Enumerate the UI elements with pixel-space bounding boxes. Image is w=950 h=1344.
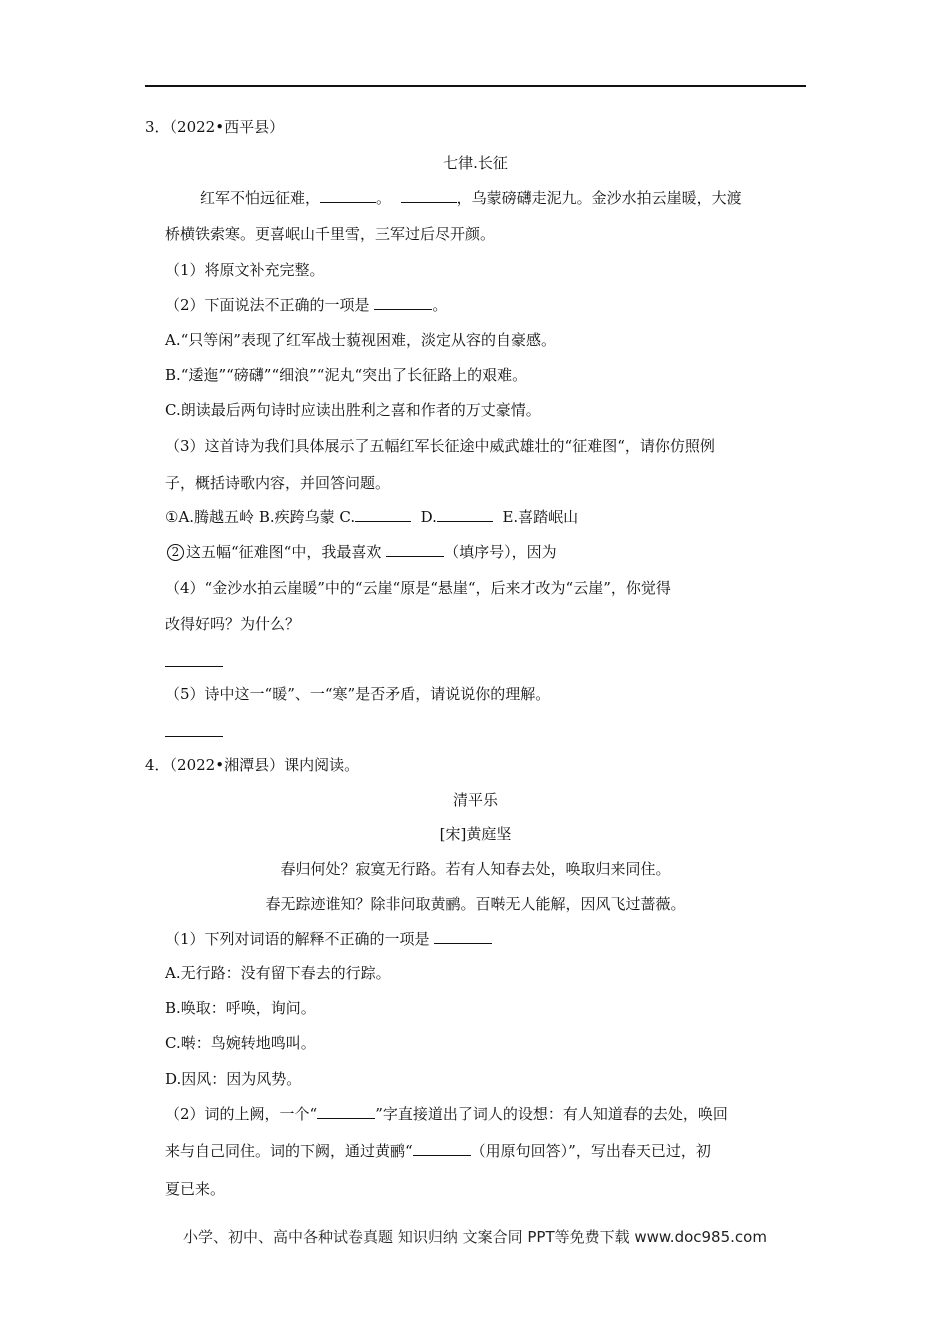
circled-number: 2 xyxy=(167,544,184,561)
poem-text: 红军不怕远征难， xyxy=(200,189,321,207)
question-text: （用原句回答）”，写出春天已过，初 xyxy=(470,1142,711,1160)
q3-options-line xyxy=(165,507,578,527)
answer-blank[interactable] xyxy=(317,1104,375,1119)
q3-sub3-line2: 子，概括诗歌内容，并回答问题。 xyxy=(165,474,391,492)
answer-blank[interactable] xyxy=(355,507,411,522)
q3-poem-line2: 桥横铁索寒。更喜岷山千里雪，三军过后尽开颜。 xyxy=(165,225,496,243)
q3-sub4-answer xyxy=(165,652,223,672)
answer-blank[interactable] xyxy=(320,188,376,203)
q4-sub2-line1 xyxy=(165,1104,728,1124)
q4-poem-line1: 春归何处？寂寞无行路。若有人知春去处，唤取归来同住。 xyxy=(280,860,671,878)
q3-poem-title: 七律.长征 xyxy=(443,154,508,172)
page-footer: 小学、初中、高中各种试卷真题 知识归纳 文案合同 PPT等免费下载 www.doc985.com xyxy=(183,1228,767,1246)
answer-blank[interactable] xyxy=(413,1141,471,1156)
q3-sub1: （1）将原文补充完整。 xyxy=(165,261,325,279)
q3-option-a: A.“只等闲”表现了红军战士藐视困难，淡定从容的自豪感。 xyxy=(165,331,556,349)
q3-sub3-line1: （3）这首诗为我们具体展示了五幅红军长征途中威武雄壮的“征难图“，请你仿照例 xyxy=(165,437,715,455)
answer-blank[interactable] xyxy=(437,507,493,522)
question-text: （2）下面说法不正确的一项是 xyxy=(165,296,370,314)
q3-sub4-line2: 改得好吗？为什么？ xyxy=(165,615,301,633)
answer-blank[interactable] xyxy=(401,188,457,203)
q4-poem-line2: 春无踪迹谁知？除非问取黄鹂。百啭无人能解，因风飞过蔷薇。 xyxy=(265,895,686,913)
q3-option-c: C.朗读最后两句诗时应读出胜利之喜和作者的万丈豪情。 xyxy=(165,401,541,419)
question-text: 来与自己同住。词的下阙，通过黄鹂“ xyxy=(165,1142,413,1160)
question-text: （填序号），因为 xyxy=(444,543,557,561)
q4-sub2-line2 xyxy=(165,1141,711,1161)
answer-blank[interactable] xyxy=(386,542,444,557)
q3-option-b: B.“逶迤”“磅礴”“细浪”“泥丸“突出了长征路上的艰难。 xyxy=(165,366,528,384)
q3-poem-line1 xyxy=(200,188,742,208)
q3-sub5: （5）诗中这一“暖”、一“寒”是否矛盾，请说说你的理解。 xyxy=(165,685,551,703)
q4-option-c: C.啭：鸟婉转地鸣叫。 xyxy=(165,1034,316,1052)
question-text: （2）词的上阙，一个“ xyxy=(165,1105,318,1123)
q4-option-a: A.无行路：没有留下春去的行踪。 xyxy=(165,964,391,982)
q3-sub4-line1: （4）“金沙水拍云崖暖”中的“云崖“原是“悬崖“，后来才改为“云崖”，你觉得 xyxy=(165,579,671,597)
q3-header: 3．（2022•西平县） xyxy=(145,118,285,136)
q3-sub2 xyxy=(165,295,447,315)
q4-poem-author: [宋]黄庭坚 xyxy=(439,825,512,843)
answer-blank[interactable] xyxy=(165,652,223,667)
option-text: ①A.腾越五岭 B.疾跨乌蒙 C. xyxy=(165,508,356,526)
question-text: 。 xyxy=(432,296,448,314)
q4-sub1 xyxy=(165,929,492,949)
option-text: D. xyxy=(420,508,437,526)
header-rule xyxy=(145,85,806,87)
q3-favorite-line xyxy=(167,542,557,562)
q3-sub5-answer xyxy=(165,722,223,742)
q4-sub2-line3: 夏已来。 xyxy=(165,1180,226,1198)
question-text: 这五幅“征难图“中，我最喜欢 xyxy=(186,543,382,561)
poem-text: 。 xyxy=(376,189,392,207)
poem-text: ，乌蒙磅礴走泥九。金沙水拍云崖暖，大渡 xyxy=(456,189,742,207)
q4-option-b: B.唤取：呼唤，询问。 xyxy=(165,999,316,1017)
q4-header: 4．（2022•湘潭县）课内阅读。 xyxy=(145,756,360,774)
answer-blank[interactable] xyxy=(374,295,432,310)
question-text: （1）下列对词语的解释不正确的一项是 xyxy=(165,930,430,948)
option-text: E.喜踏岷山 xyxy=(502,508,579,526)
answer-blank[interactable] xyxy=(165,722,223,737)
q4-option-d: D.因风：因为风势。 xyxy=(165,1070,302,1088)
answer-blank[interactable] xyxy=(434,929,492,944)
q4-poem-title: 清平乐 xyxy=(452,791,498,809)
question-text: ”字直接道出了词人的设想：有人知道春的去处，唤回 xyxy=(375,1105,728,1123)
